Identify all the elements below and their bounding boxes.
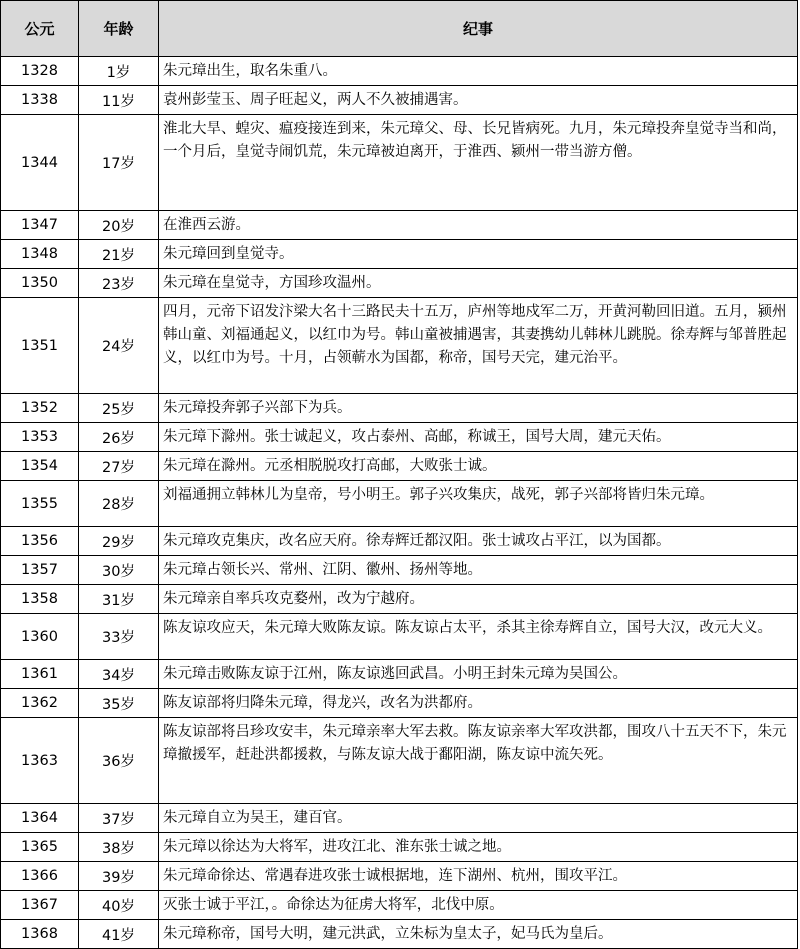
event-cell: 朱元璋在皇觉寺，方国珍攻温州。 — [159, 269, 798, 298]
header-age: 年龄 — [79, 1, 159, 57]
table-row — [1, 86, 798, 115]
table-row — [1, 614, 798, 660]
event-cell: 淮北大旱、蝗灾、瘟疫接连到来，朱元璋父、母、长兄皆病死。九月，朱元璋投奔皇觉寺当和尚，一个月后，皇觉寺闹饥荒，朱元璋被迫离开，于淮西、颍州一带当游方僧。 — [159, 115, 798, 211]
year-cell: 1357 — [1, 556, 79, 585]
age-cell: 20岁 — [79, 211, 159, 240]
year-cell: 1348 — [1, 240, 79, 269]
table-row — [1, 298, 798, 394]
table-row — [1, 718, 798, 804]
age-cell: 1岁 — [79, 57, 159, 86]
event-cell: 朱元璋投奔郭子兴部下为兵。 — [159, 394, 798, 423]
table-row — [1, 804, 798, 833]
event-cell: 陈友谅攻应天，朱元璋大败陈友谅。陈友谅占太平，杀其主徐寿辉自立，国号大汉，改元大义。 — [159, 614, 798, 660]
event-cell: 朱元璋攻克集庆，改名应天府。徐寿辉迁都汉阳。张士诚攻占平江，以为国都。 — [159, 527, 798, 556]
table-row — [1, 211, 798, 240]
event-cell: 刘福通拥立韩林儿为皇帝，号小明王。郭子兴攻集庆，战死，郭子兴部将皆归朱元璋。 — [159, 481, 798, 527]
header-row — [1, 1, 798, 57]
age-cell: 28岁 — [79, 481, 159, 527]
year-cell: 1361 — [1, 660, 79, 689]
table-row — [1, 115, 798, 211]
event-cell: 陈友谅部将归降朱元璋，得龙兴，改名为洪都府。 — [159, 689, 798, 718]
age-cell: 26岁 — [79, 423, 159, 452]
age-cell: 40岁 — [79, 891, 159, 920]
year-cell: 1363 — [1, 718, 79, 804]
year-cell: 1354 — [1, 452, 79, 481]
table-row — [1, 481, 798, 527]
year-cell: 1368 — [1, 920, 79, 949]
event-cell: 朱元璋击败陈友谅于江州，陈友谅逃回武昌。小明王封朱元璋为吴国公。 — [159, 660, 798, 689]
header-year: 公元 — [1, 1, 79, 57]
event-cell: 朱元璋命徐达、常遇春进攻张士诚根据地，连下湖州、杭州，围攻平江。 — [159, 862, 798, 891]
age-cell: 11岁 — [79, 86, 159, 115]
table-row — [1, 269, 798, 298]
year-cell: 1366 — [1, 862, 79, 891]
year-cell: 1351 — [1, 298, 79, 394]
table-row — [1, 920, 798, 949]
year-cell: 1360 — [1, 614, 79, 660]
table-row — [1, 891, 798, 920]
event-cell: 朱元璋以徐达为大将军，进攻江北、淮东张士诚之地。 — [159, 833, 798, 862]
table-row — [1, 394, 798, 423]
event-cell: 袁州彭莹玉、周子旺起义，两人不久被捕遇害。 — [159, 86, 798, 115]
year-cell: 1356 — [1, 527, 79, 556]
age-cell: 17岁 — [79, 115, 159, 211]
age-cell: 27岁 — [79, 452, 159, 481]
year-cell: 1365 — [1, 833, 79, 862]
age-cell: 36岁 — [79, 718, 159, 804]
age-cell: 30岁 — [79, 556, 159, 585]
event-cell: 朱元璋占领长兴、常州、江阴、徽州、扬州等地。 — [159, 556, 798, 585]
year-cell: 1350 — [1, 269, 79, 298]
age-cell: 41岁 — [79, 920, 159, 949]
age-cell: 21岁 — [79, 240, 159, 269]
event-cell: 朱元璋在滁州。元丞相脱脱攻打高邮，大败张士诚。 — [159, 452, 798, 481]
age-cell: 29岁 — [79, 527, 159, 556]
table-row — [1, 240, 798, 269]
table-row — [1, 689, 798, 718]
event-cell: 四月，元帝下诏发汴梁大名十三路民夫十五万，庐州等地戍军二万，开黄河勒回旧道。五月，颍州韩山童、刘福通起义，以红巾为号。韩山童被捕遇害，其妻携幼儿韩林儿跳脱。徐寿辉与邹普胜起义，以红巾为号。十月，占领蕲水为国都，称帝，国号天完，建元治平。 — [159, 298, 798, 394]
year-cell: 1362 — [1, 689, 79, 718]
age-cell: 24岁 — [79, 298, 159, 394]
event-cell: 灭张士诚于平江，。命徐达为征虏大将军，北伐中原。 — [159, 891, 798, 920]
year-cell: 1355 — [1, 481, 79, 527]
table-row — [1, 57, 798, 86]
year-cell: 1347 — [1, 211, 79, 240]
table-row — [1, 833, 798, 862]
event-cell: 在淮西云游。 — [159, 211, 798, 240]
year-cell: 1352 — [1, 394, 79, 423]
year-cell: 1367 — [1, 891, 79, 920]
age-cell: 39岁 — [79, 862, 159, 891]
table-row — [1, 585, 798, 614]
age-cell: 37岁 — [79, 804, 159, 833]
table-row — [1, 423, 798, 452]
event-cell: 朱元璋下滁州。张士诚起义，攻占泰州、高邮，称诚王，国号大周，建元天佑。 — [159, 423, 798, 452]
table-row — [1, 527, 798, 556]
age-cell: 23岁 — [79, 269, 159, 298]
year-cell: 1358 — [1, 585, 79, 614]
event-cell: 朱元璋回到皇觉寺。 — [159, 240, 798, 269]
age-cell: 35岁 — [79, 689, 159, 718]
year-cell: 1338 — [1, 86, 79, 115]
table-row — [1, 556, 798, 585]
year-cell: 1344 — [1, 115, 79, 211]
year-cell: 1328 — [1, 57, 79, 86]
event-cell: 朱元璋称帝，国号大明，建元洪武，立朱标为皇太子，妃马氏为皇后。 — [159, 920, 798, 949]
age-cell: 34岁 — [79, 660, 159, 689]
year-cell: 1364 — [1, 804, 79, 833]
year-cell: 1353 — [1, 423, 79, 452]
header-event: 纪事 — [159, 1, 798, 57]
table-row — [1, 862, 798, 891]
age-cell: 25岁 — [79, 394, 159, 423]
table-row — [1, 452, 798, 481]
age-cell: 31岁 — [79, 585, 159, 614]
age-cell: 38岁 — [79, 833, 159, 862]
event-cell: 朱元璋自立为吴王，建百官。 — [159, 804, 798, 833]
event-cell: 陈友谅部将吕珍攻安丰，朱元璋亲率大军去救。陈友谅亲率大军攻洪都，围攻八十五天不下，朱元璋撤援军，赶赴洪都援救，与陈友谅大战于鄱阳湖，陈友谅中流矢死。 — [159, 718, 798, 804]
event-cell: 朱元璋出生，取名朱重八。 — [159, 57, 798, 86]
table-row — [1, 660, 798, 689]
age-cell: 33岁 — [79, 614, 159, 660]
event-cell: 朱元璋亲自率兵攻克婺州，改为宁越府。 — [159, 585, 798, 614]
